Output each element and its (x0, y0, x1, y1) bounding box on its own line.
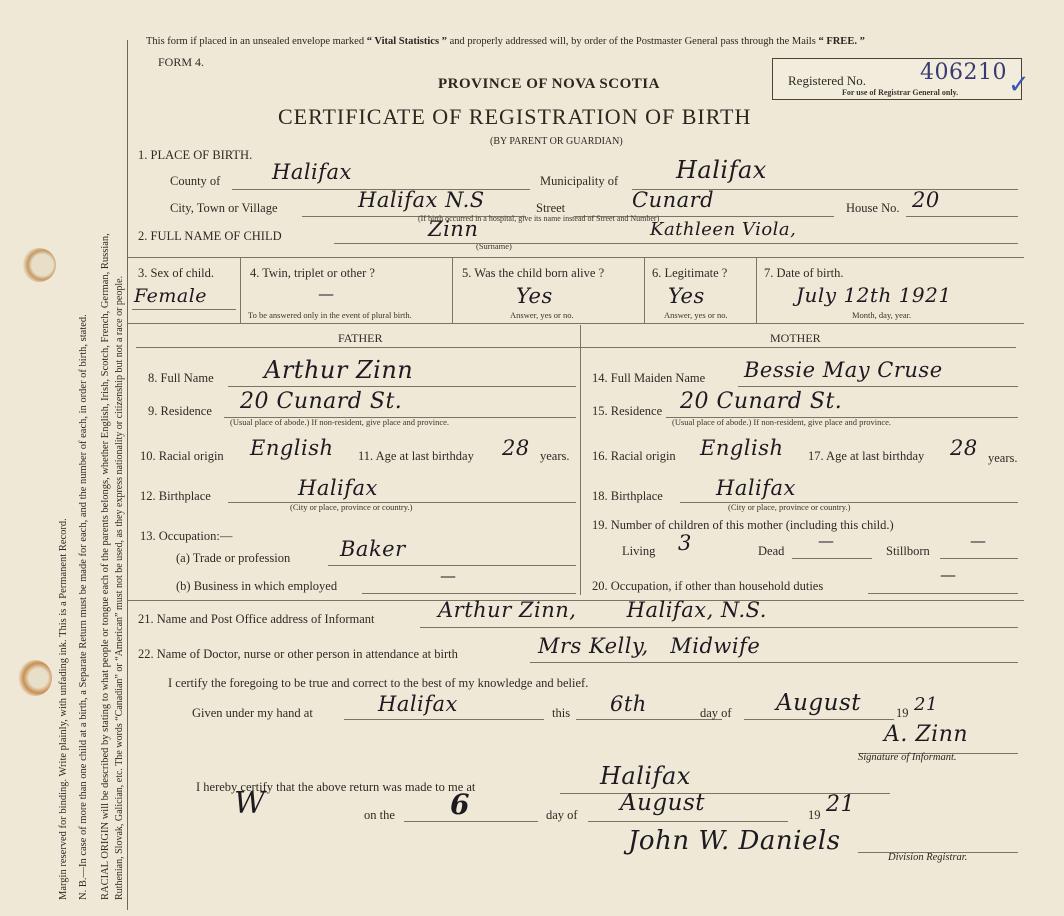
mother-age-value: 28 (950, 436, 978, 460)
registrar-day-of-label: day of (546, 808, 578, 822)
father-racial-label: 10. Racial origin (140, 449, 224, 463)
city-label: City, Town or Village (170, 201, 278, 215)
col-div-3 (644, 257, 645, 323)
stillborn-label: Stillborn (886, 544, 930, 558)
registrar-month: August (620, 790, 706, 816)
legit-note: Answer, yes or no. (664, 310, 728, 320)
twin-label: 4. Twin, triplet or other ? (250, 266, 375, 280)
father-residence-value: 20 Cunard St. (240, 389, 403, 414)
alive-note: Answer, yes or no. (510, 310, 574, 320)
father-birthplace-note: (City or place, province or country.) (290, 502, 413, 512)
sex-line (132, 309, 236, 310)
registrar-statement: I hereby certify that the above return was made to me at (196, 780, 476, 794)
father-age-label: 11. Age at last birthday (358, 449, 474, 463)
notice-mid: and properly addressed will, by order of the Postmaster General pass through the Mails (449, 36, 816, 47)
alive-label: 5. Was the child born alive ? (462, 266, 605, 280)
informant-line (420, 627, 1018, 628)
registrar-note: For use of Registrar General only. (842, 88, 959, 97)
margin-rule (127, 40, 128, 910)
business-label: (b) Business in which employed (176, 579, 338, 593)
postal-notice (146, 36, 865, 47)
registered-value: 406210 (920, 60, 1007, 85)
mother-name-line (738, 386, 1018, 387)
notice-pre: This form if placed in an unsealed envelope marked (146, 36, 365, 47)
checkmark-icon: ✓ (1008, 70, 1030, 99)
given-label: Given under my hand at (192, 706, 313, 720)
sex-label: 3. Sex of child. (138, 266, 215, 280)
father-residence-label: 9. Residence (148, 404, 212, 418)
registrar-on-the-label: on the (364, 808, 395, 822)
father-occupation-label: 13. Occupation:— (140, 529, 233, 543)
attendant-value: Mrs Kelly, Midwife (538, 634, 761, 658)
father-age-value: 28 (502, 436, 530, 460)
attendant-line (530, 662, 1018, 663)
informant-value: Arthur Zinn, Halifax, N.S. (438, 598, 767, 622)
col-div-4 (756, 257, 757, 323)
father-racial-value: English (250, 436, 334, 460)
mother-residence-value: 20 Cunard St. (680, 389, 843, 414)
given-year: 21 (914, 694, 938, 715)
mother-name-label: 14. Full Maiden Name (592, 371, 706, 385)
registrar-year: 21 (826, 792, 855, 817)
business-value: — (440, 566, 457, 585)
alive-value: Yes (516, 284, 553, 308)
stillborn-line (940, 558, 1018, 559)
legit-label: 6. Legitimate ? (652, 266, 728, 280)
mother-occupation-label: 20. Occupation, if other than household duties (592, 579, 824, 593)
attendant-label: 22. Name of Doctor, nurse or other person in attendance at birth (138, 647, 458, 661)
notice-vital: “ Vital Statistics ” (366, 36, 447, 47)
county-label: County of (170, 174, 221, 188)
certificate-title: CERTIFICATE OF REGISTRATION OF BIRTH (278, 104, 752, 129)
dead-label: Dead (758, 544, 785, 558)
father-name-label: 8. Full Name (148, 371, 214, 385)
row-rule-top (128, 257, 1024, 258)
dead-value: — (818, 531, 835, 550)
sex-value: Female (134, 285, 208, 307)
mother-name-value: Bessie May Cruse (744, 358, 943, 382)
given-day: 6th (610, 692, 647, 716)
birth-date-value: July 12th 1921 (796, 283, 952, 307)
father-residence-note: (Usual place of abode.) If non-resident, give place and province. (230, 417, 450, 427)
house-label: House No. (846, 201, 900, 215)
col-div-2 (452, 257, 453, 323)
registrar-day-line (404, 821, 538, 822)
child-name-label: 2. FULL NAME OF CHILD (138, 229, 282, 243)
margin-text-1: Margin reserved for binding. Write plainly, with unfading ink. This is a Permanent Record. (58, 518, 69, 900)
registered-label: Registered No. (788, 73, 866, 88)
margin-text-2: N. B.—In case of more than one child at a birth, a Separate Return must be made for each, and the number of each, in order of birth, stated. (78, 314, 89, 900)
city-value: Halifax N.S (358, 188, 485, 212)
given-place: Halifax (378, 692, 458, 716)
binding-hole-bottom (18, 660, 52, 696)
father-years: years. (540, 449, 570, 463)
street-value: Cunard (632, 188, 715, 212)
mother-age-label: 17. Age at last birthday (808, 449, 925, 463)
county-value: Halifax (272, 160, 352, 184)
given-this-label: this (552, 706, 571, 720)
registrar-marginal-mark: W (234, 786, 266, 821)
registrar-year-prefix: 19 (808, 808, 821, 822)
given-day-of-label: day of (700, 706, 732, 720)
notice-free: “ FREE. ” (818, 36, 865, 47)
mother-racial-value: English (700, 436, 784, 460)
col-div-1 (240, 257, 241, 323)
registrar-place: Halifax (600, 762, 691, 790)
stillborn-value: — (970, 531, 987, 550)
mother-residence-note: (Usual place of abode.) If non-resident, give place and province. (672, 417, 892, 427)
mother-years: years. (988, 451, 1018, 465)
registrar-month-line (588, 821, 788, 822)
registrar-caption: Division Registrar. (888, 852, 968, 863)
province-heading: PROVINCE OF NOVA SCOTIA (438, 76, 660, 92)
father-name-value: Arthur Zinn (264, 356, 414, 384)
place-heading: 1. PLACE OF BIRTH. (138, 148, 253, 162)
legit-value: Yes (668, 284, 705, 308)
informant-signature: A. Zinn (884, 722, 969, 747)
mother-birthplace-note: (City or place, province or country.) (728, 502, 851, 512)
registrar-signature: John W. Daniels (628, 826, 841, 856)
living-value: 3 (678, 531, 692, 555)
parents-divider (580, 325, 581, 595)
house-line (906, 216, 1018, 217)
twin-note: To be answered only in the event of plural birth. (248, 310, 412, 320)
mother-heading: MOTHER (770, 331, 821, 345)
certify-statement: I certify the foregoing to be true and correct to the best of my knowledge and belief. (168, 676, 589, 690)
business-line (362, 593, 576, 594)
trade-label: (a) Trade or profession (176, 551, 291, 565)
informant-signature-caption: Signature of Informant. (858, 752, 957, 763)
house-value: 20 (912, 188, 940, 212)
child-name-line (334, 243, 1018, 244)
mother-residence-label: 15. Residence (592, 404, 663, 418)
margin-text-3: RACIAL ORIGIN will be described by stating to what people or tongue each of the parents belongs, whether English, Irish, Scotch, French, German, Russian, (100, 233, 111, 900)
children-count-label: 19. Number of children of this mother (including this child.) (592, 518, 894, 532)
mother-occupation-value: — (940, 565, 957, 584)
father-heading: FATHER (338, 331, 383, 345)
father-name-line (228, 386, 576, 387)
father-birthplace-label: 12. Birthplace (140, 489, 211, 503)
registrar-day: 6 (450, 788, 470, 821)
twin-value: — (318, 284, 335, 303)
birth-date-note: Month, day, year. (852, 310, 912, 320)
surname-caption: (Surname) (476, 241, 512, 251)
municipality-label: Municipality of (540, 174, 619, 188)
living-label: Living (622, 544, 656, 558)
trade-value: Baker (340, 537, 406, 561)
binding-hole-top (22, 248, 56, 282)
mother-birthplace-value: Halifax (716, 476, 796, 500)
given-month: August (776, 690, 862, 716)
father-birthplace-value: Halifax (298, 476, 378, 500)
mother-occupation-line (868, 593, 1018, 594)
parents-rule (136, 347, 1016, 348)
municipality-value: Halifax (676, 156, 767, 184)
given-year-prefix: 19 (896, 706, 909, 720)
street-note: (If birth occurred in a hospital, give its name instead of Street and Number) (418, 214, 660, 223)
given-month-line (744, 719, 894, 720)
child-given-name: Kathleen Viola, (650, 219, 797, 240)
birth-date-label: 7. Date of birth. (764, 266, 844, 280)
margin-text-4: Ruthenian, Slovak, Galician, etc. The words “Canadian” or “American” must not be used, as they express nationality or citizenship but not a race or people. (114, 275, 125, 900)
given-place-line (344, 719, 544, 720)
informant-label: 21. Name and Post Office address of Informant (138, 612, 375, 626)
mother-racial-label: 16. Racial origin (592, 449, 676, 463)
dead-line (792, 558, 872, 559)
child-surname: Zinn (428, 217, 479, 241)
row-rule-bottom (128, 323, 1024, 324)
form-number: FORM 4. (158, 55, 205, 69)
certificate-subtitle: (BY PARENT OR GUARDIAN) (490, 136, 623, 147)
mother-birthplace-label: 18. Birthplace (592, 489, 663, 503)
street-label: Street (536, 201, 566, 215)
